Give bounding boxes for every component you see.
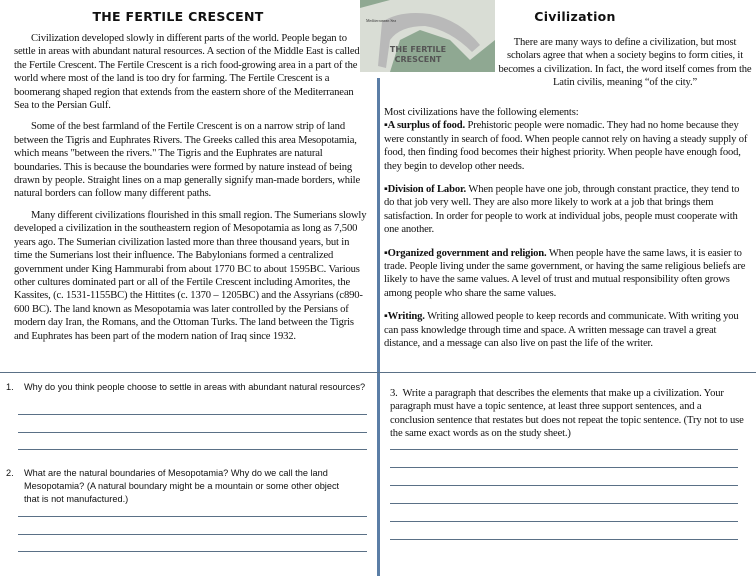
question-number: 3. [390,388,398,399]
answer-line[interactable] [390,485,738,486]
section-divider [0,372,756,373]
question-number: 2. [6,468,14,478]
answer-line[interactable] [18,534,367,535]
question-1 [6,381,366,394]
answer-line[interactable] [390,449,738,450]
civilization-intro: There are many ways to define a civilization, but most scholars agree that when a society begins to form cities, it becomes a civilization. In fact, the word itself comes from the Latin civilis, meaning “of the city.” [498,37,752,89]
element-writing [384,310,748,350]
question-text: Why do you think people choose to settle in areas with abundant natural resources? [24,382,366,392]
element-government [384,247,748,301]
question-2 [6,467,346,506]
map-label-2: CRESCENT [394,55,442,64]
element-text: When people have one job, through constant practice, they tend to do that job very well. They are also more likely to work at a job that brings them satisfaction. In order for people to work at individual jobs, people must cooperate with one another. [384,184,740,236]
question-text: Write a paragraph that describes the elements that make up a civilization. Your paragraph must have a topic sentence, at least three support sentences, and a conclusion sentence that restates but does not repeat the topic sentence. (Try not to use the same exact words as on the study sheet.) [390,388,744,440]
element-text: When people have the same laws, it is easier to trade. People living under the same government, or having the same religious beliefs are likely to have the same values. A level of trust and mutual responsibility often grows among people who share the same values. [384,247,746,299]
element-title: Division of Labor. [387,184,467,196]
question-text: What are the natural boundaries of Mesopotamia? Why do we call the land Mesopotamia? (A natural boundary might be a mountain or some other object that is not manufactured.) [24,468,340,504]
element-food [384,119,748,173]
answer-line[interactable] [390,467,738,468]
answer-line[interactable] [390,521,738,522]
answer-line[interactable] [18,432,367,433]
bullet-icon: ▪ [384,184,388,196]
bullet-icon: ▪ [384,120,388,132]
paragraph-2: Some of the best farmland of the Fertile Crescent is on a narrow strip of land between the Tigris and Euphrates Rivers. The Greeks called this area Mesopotamia, which means "between the rivers." The Tigris and the Euphrates are natural boundaries. This is because the boundaries were formed by nature instead of being drawn by people. Straight lines on a map generally signify man-made borders, while natural borders can follow many different paths. [14,121,361,200]
map-sea-label: Mediterranean Sea [366,18,397,23]
answer-line[interactable] [18,449,367,450]
element-title: A surplus of food. [387,120,465,132]
answer-line[interactable] [18,516,367,517]
question-3 [390,387,746,441]
bullet-icon: ▪ [384,247,388,259]
element-labor [384,183,748,237]
element-title: Organized government and religion. [387,247,547,259]
fertile-crescent-text [14,32,368,343]
element-text: Writing allowed people to keep records and communicate. With writing you can pass knowledge through time and space. A written message can travel a great distance, and a message can also live on past the life of the writer. [384,311,739,350]
map-label-1: THE FERTILE [389,45,447,54]
column-divider [377,78,380,576]
answer-line[interactable] [18,551,367,552]
answer-line[interactable] [390,503,738,504]
answer-line[interactable] [390,539,738,540]
question-number: 1. [6,382,14,392]
elements-heading: Most civilizations have the following elements: [384,107,579,118]
paragraph-1: Civilization developed slowly in different parts of the world. People began to settle in areas with abundant natural resources. A section of the Middle East is called the Fertile Crescent. The Fertile Crescent is a rich food-growing area in a part of the world where most of the land is too dry for farming. The Fertile Crescent is a boomerang shaped region that extends from the eastern shore of the Mediterranean Sea to the Persian Gulf. [14,33,360,112]
left-title: THE FERTILE CRESCENT [92,9,264,24]
bullet-icon: ▪ [384,311,388,323]
answer-line[interactable] [18,414,367,415]
paragraph-3: Many different civilizations flourished in this small region. The Sumerians slowly developed a civilization in the southeastern region of Mesopotamia as long as 7,500 years ago. The Sumerian civilization lasted more than three thousand years, but in time the Sumerians lost their influence. The Babylonians formed a centralized government under King Hammurabi from about 1770 BC to about 1595BC. Various other cultures dominated part or all of the Fertile Crescent including Amorites, the Kassites, (c. 1531-1155BC) the Hittites (c. 1370 – 1205BC) and the Assyrians (c890-600 BC). The land known as Mesopotamia was later controlled by the Persians of modern day Iran, the Romans, and the Ottoman Turks. The land between the Tigris and Euphrates has been part of the modern nation of Iraq since 1932. [14,209,367,342]
right-title: Civilization [534,9,616,24]
element-title: Writing. [387,311,425,323]
civilization-elements [384,106,748,351]
element-text: Prehistoric people were nomadic. They had no home because they were constantly in search of food. When people cannot rely on having a steady supply of food, then finding food becomes their highest priority. When people have enough food, they begin to develop other needs. [384,120,748,172]
fertile-crescent-map [360,0,495,72]
